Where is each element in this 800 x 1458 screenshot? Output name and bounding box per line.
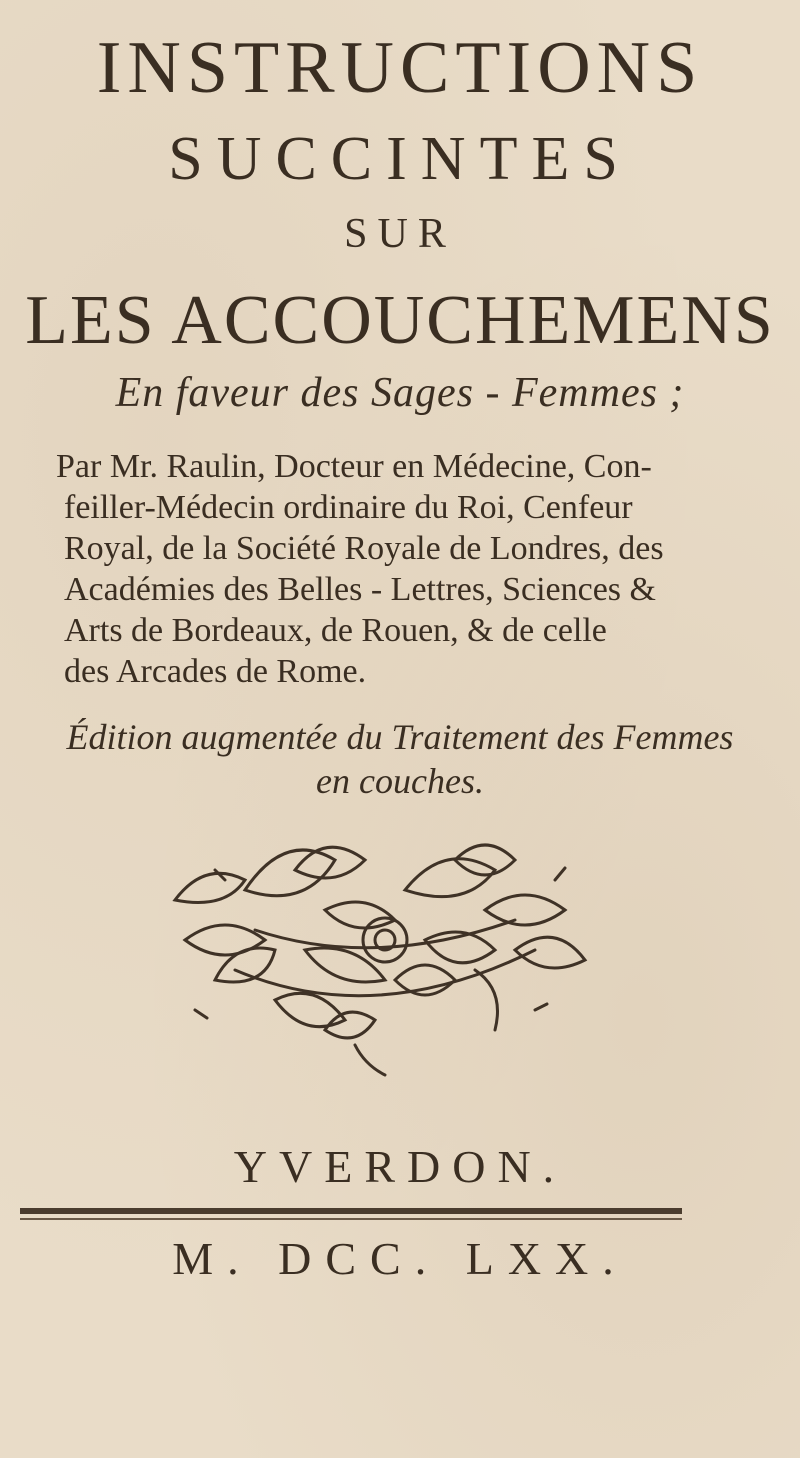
imprint-rule-thin: [20, 1218, 682, 1220]
author-line-4: Académies des Belles - Lettres, Sciences &: [64, 571, 656, 608]
author-block: [56, 446, 716, 692]
author-line-3: Royal, de la Société Royale de Londres, des: [64, 530, 664, 567]
author-line-5: Arts de Bordeaux, de Rouen, & de celle: [64, 612, 607, 649]
imprint-place: YVERDON.: [233, 1141, 567, 1192]
floral-vignette-icon: [155, 830, 615, 1080]
author-line-2: feiller-Médecin ordinaire du Roi, Cenfeur: [64, 489, 633, 526]
author-line-6: des Arcades de Rome.: [64, 653, 367, 690]
title-line-sur: SUR: [344, 211, 456, 257]
title-line-accouchemens: LES ACCOUCHEMENS: [25, 282, 775, 359]
author-line-1: Par Mr. Raulin, Docteur en Médecine, Con-: [56, 448, 652, 485]
edition-line-1: Édition augmentée du Traitement des Femmes: [66, 717, 734, 757]
edition-line-2: en couches.: [316, 761, 484, 801]
title-line-instructions: INSTRUCTIONS: [96, 27, 704, 109]
title-line-succintes: SUCCINTES: [168, 125, 632, 193]
imprint-year: M. DCC. LXX.: [172, 1233, 628, 1284]
subtitle-sages-femmes: En faveur des Sages - Femmes ;: [115, 370, 685, 416]
imprint-rule: [20, 1208, 682, 1217]
